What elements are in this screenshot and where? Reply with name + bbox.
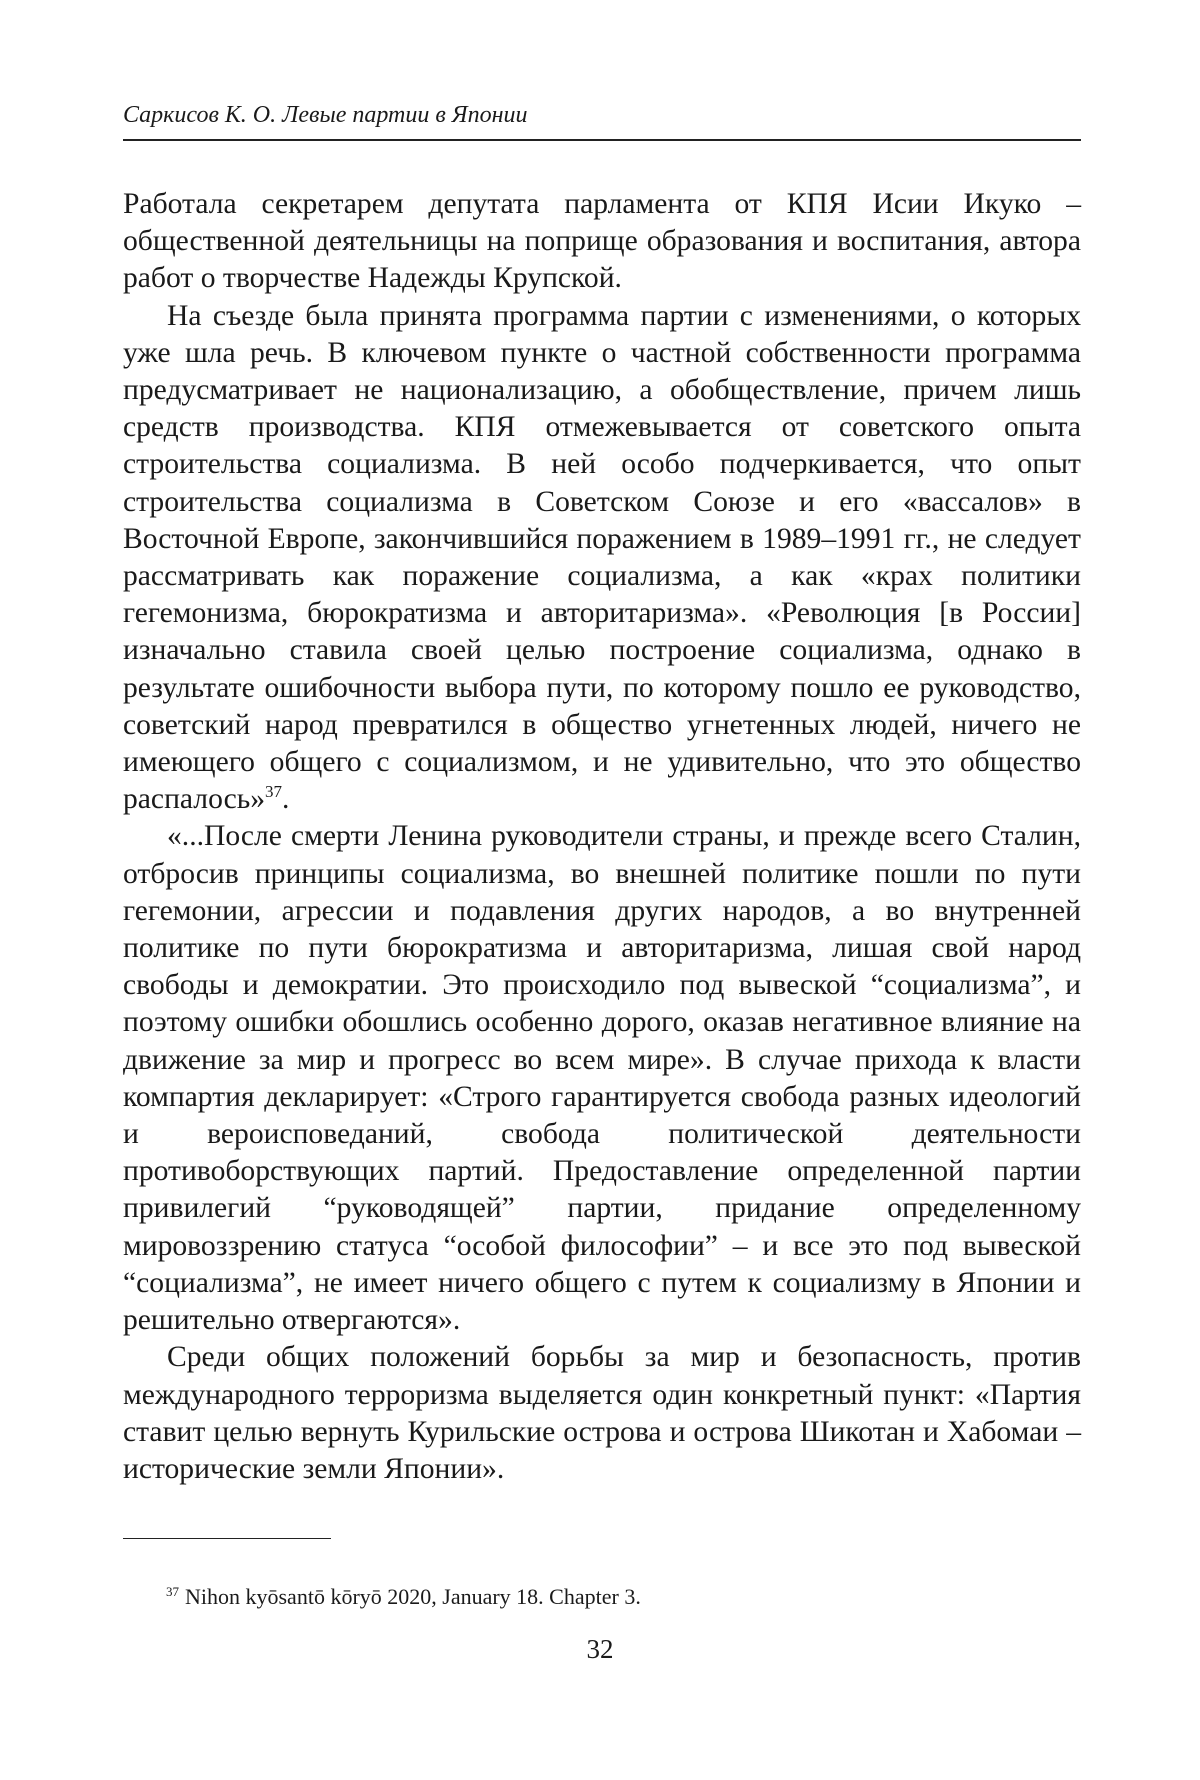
running-header: Саркисов К. О. Левые партии в Японии	[123, 102, 528, 128]
paragraph-2-text: На съезде была принята программа партии с изменениями, о которых уже шла речь. В ключевом пункте о частной собственности программа предусматривает не национализацию, а обобществление, причем лишь средств производства. КПЯ отмежевывается от советского опыта строительства социализма. В ней особо подчеркивается, что опыт строительства социализма в Советском Союзе и его «вассалов» в Восточной Европе, закончившийся поражением в 1989–1991 гг., не следует рассматривать как поражение социализма, а как «крах политики гегемонизма, бюрократизма и авторитаризма». «Революция [в России] изначально ставила своей целью построение социализма, однако в результате ошибочности выбора пути, по которому пошло ее руководство, советский народ превратился в общество угнетенных людей, ничего не имеющего общего с социализмом, и не удивительно, что это общество распалось»	[123, 299, 1081, 816]
footnote-number: 37	[166, 1583, 179, 1599]
paragraph-2-end: .	[282, 783, 290, 816]
header-rule	[123, 139, 1081, 141]
paragraph-3: «...После смерти Ленина руководители страны, и прежде всего Сталин, отбросив принципы социализма, во внешней политике пошли по пути гегемонии, агрессии и подавления других народов, а во внутренней политике по пути бюрократизма и авторитаризма, лишая свой народ свободы и демократии. Это происходило под вывеской “социализма”, и поэтому ошибки обошлись особенно дорого, оказав негативное влияние на движение за мир и прогресс во всем мире». В случае прихода к власти компартия декларирует: «Строго гарантируется свобода разных идеологий и вероисповеданий, свобода политической деятельности противоборствующих партий. Предоставление определенной партии привилегий “руководящей” партии, придание определенному мировоззрению статуса “особой философии” – и все это под вывеской “социализма”, не имеет ничего общего с путем к социализму в Японии и решительно отвергаются».	[123, 820, 1081, 1337]
body-text	[123, 186, 1081, 1488]
paragraph-2	[123, 298, 1081, 819]
footnote-rule	[123, 1538, 331, 1539]
paragraph-1: Работала секретарем депутата парламента от КПЯ Исии Икуко – общественной деятельницы на поприще образования и воспитания, автора работ о творчестве Надежды Крупской.	[123, 188, 1081, 295]
footnote-text: Nihon kyōsantō kōryō 2020, January 18. Chapter 3.	[185, 1584, 641, 1609]
page-number: 32	[586, 1634, 614, 1664]
footnote-reference[interactable]: 37	[265, 782, 283, 802]
footnote	[166, 1583, 1066, 1611]
paragraph-4: Среди общих положений борьбы за мир и безопасность, против международного терроризма выделяется один конкретный пункт: «Партия ставит целью вернуть Курильские острова и острова Шикотан и Хабомаи – исторические земли Японии».	[123, 1341, 1081, 1485]
